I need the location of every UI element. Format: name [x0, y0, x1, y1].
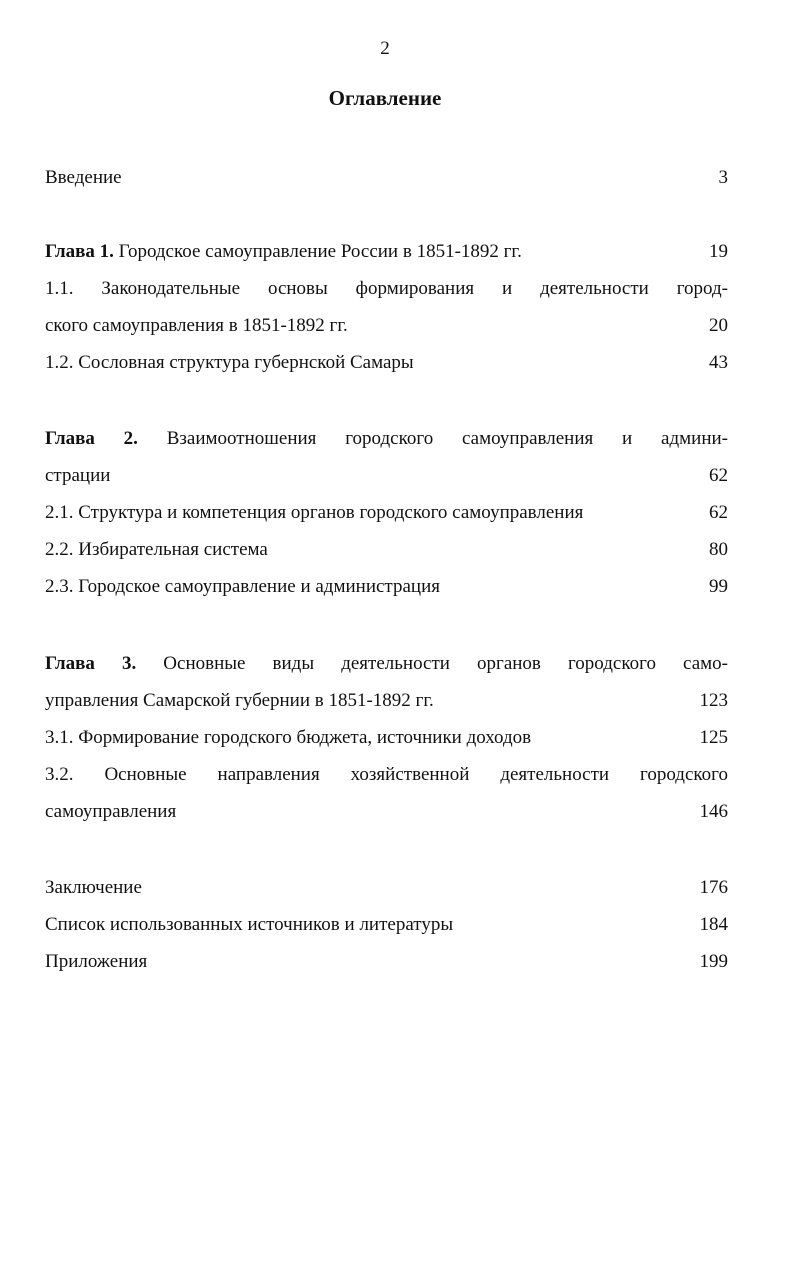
toc-entry-intro[interactable]	[45, 159, 728, 196]
toc-section-3-2-line2[interactable]	[45, 793, 728, 830]
toc-entry-label: 3.1. Формирование городского бюджета, источники доходов	[45, 727, 532, 748]
toc-chapter-2-heading-line1[interactable]	[45, 420, 728, 457]
toc-page-number: 19	[709, 241, 728, 262]
chapter-title: Основные виды деятельности органов городского само-	[136, 653, 728, 674]
toc-section-2-3[interactable]	[45, 568, 728, 605]
toc-page-number: 176	[699, 877, 728, 898]
toc-entry-sources[interactable]	[45, 906, 728, 943]
toc-page-number: 62	[709, 502, 728, 523]
toc-back-matter	[45, 869, 728, 980]
chapter-title: Взаимоотношения городского самоуправления и админи-	[137, 428, 728, 449]
toc-intro	[45, 159, 728, 196]
toc-section-3-2-line1[interactable]: 3.2. Основные направления хозяйственной деятельности городского	[45, 764, 728, 785]
toc-chapter-2-heading-line2[interactable]	[45, 457, 728, 494]
toc-chapter-1-heading[interactable]	[45, 233, 728, 270]
toc-page-number: 184	[699, 914, 728, 935]
chapter-label: Глава 1.	[45, 241, 114, 262]
page-number: 2	[380, 38, 390, 59]
toc-section-2-1[interactable]	[45, 494, 728, 531]
chapter-label: Глава 3.	[45, 653, 137, 674]
toc-entry-label: Введение	[45, 167, 122, 188]
chapter-label: Глава 2.	[45, 428, 138, 449]
toc-entry-label: 2.3. Городское самоуправление и администрация	[45, 576, 440, 597]
toc-chapter-1	[45, 233, 728, 381]
toc-entry-label: Список использованных источников и литературы	[45, 914, 454, 935]
toc-entry-label: Заключение	[45, 877, 142, 898]
page-title: Оглавление	[328, 86, 442, 110]
toc-page-number: 146	[699, 801, 728, 822]
toc-entry-label: 2.2. Избирательная система	[45, 539, 268, 560]
toc-entry-conclusion[interactable]	[45, 869, 728, 906]
toc-section-1-1-line1[interactable]: 1.1. Законодательные основы формирования и деятельности город-	[45, 278, 728, 299]
toc-chapter-2	[45, 420, 728, 605]
chapter-title: Городское самоуправление России в 1851-1892 гг.	[113, 241, 522, 262]
toc-entry-appendices[interactable]	[45, 943, 728, 980]
toc-entry-label: страции	[45, 465, 111, 486]
toc-section-3-1[interactable]	[45, 719, 728, 756]
toc-entry-label: 2.1. Структура и компетенция органов городского самоуправления	[45, 502, 584, 523]
toc-section-1-1-line2[interactable]	[45, 307, 728, 344]
toc-page-number: 20	[709, 315, 728, 336]
toc-entry-label: Приложения	[45, 951, 148, 972]
toc-entry-label: 1.2. Сословная структура губернской Самары	[45, 352, 414, 373]
toc-chapter-3-heading-line1[interactable]	[45, 645, 728, 682]
toc-page-number: 99	[709, 576, 728, 597]
toc-page-number: 62	[709, 465, 728, 486]
toc-page-number: 125	[699, 727, 728, 748]
toc-entry-label: управления Самарской губернии в 1851-1892 гг.	[45, 690, 434, 711]
toc-chapter-3-heading-line2[interactable]	[45, 682, 728, 719]
toc-page-number: 3	[718, 167, 728, 188]
toc-section-1-2[interactable]	[45, 344, 728, 381]
toc-page-number: 80	[709, 539, 728, 560]
toc-page-number: 43	[709, 352, 728, 373]
toc-page-number: 199	[699, 951, 728, 972]
toc-entry-label: ского самоуправления в 1851-1892 гг.	[45, 315, 348, 336]
toc-section-2-2[interactable]	[45, 531, 728, 568]
toc-page-number: 123	[699, 690, 728, 711]
toc-entry-label: самоуправления	[45, 801, 177, 822]
toc-chapter-3	[45, 645, 728, 830]
